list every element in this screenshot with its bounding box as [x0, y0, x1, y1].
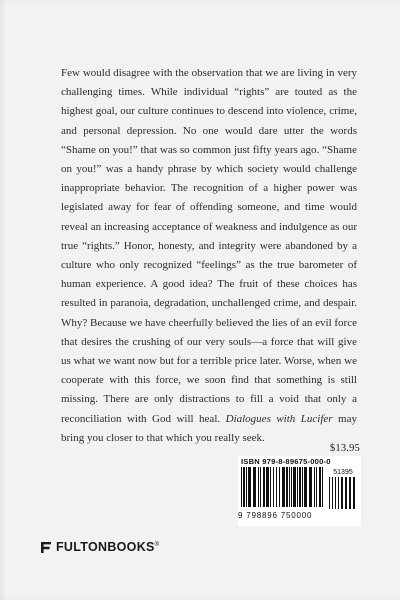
barcode-bar	[297, 467, 298, 507]
addon-bar	[341, 477, 343, 509]
barcode-bar	[260, 467, 261, 507]
barcode-bar	[253, 467, 256, 507]
barcode-bar	[302, 467, 303, 507]
barcode-bar	[316, 467, 317, 507]
back-cover-blurb	[61, 64, 357, 448]
barcode-bar	[241, 467, 242, 507]
isbn-label: ISBN 979-8-89675-000-0	[241, 457, 331, 466]
barcode-bar	[279, 467, 280, 507]
blurb-text: Few would disagree with the observation that we are living in very challenging times. While individual “rights” are touted as the highest goal, our culture continues to descend into violence, crime, and personal depression. No one would dare utter the words “Shame on you!” that was so common just fifty years ago. “Shame on you!” was a handy phrase by which society would challenge inappropriate behavior. The recognition of a higher power was legislated away for fear of offending someone, and time would reveal an increasing acceptance of weakness and indulgence as our true “rights.” Honor, honesty, and integrity were abandoned by a culture who only recognized “feelings” as the true barometer of human experience. A good idea? The fruit of these choices has resulted in paranoia, degradation, unchallenged crime, and despair. Why? Because we have cheerfully believed the lies of an evil force that desires the crushing of our very souls—a force that will give us what we want now but for a terrible price later. Worse, when we cooperate with this force, we soon find that something is still missing. There are only distractions to fill a void that only a reconciliation with God will heal.	[61, 67, 357, 425]
barcode-bar	[286, 467, 288, 507]
price-label: $13.95	[329, 443, 360, 454]
barcode-digits: 9 798896 750000	[238, 511, 313, 520]
barcode-bar	[289, 467, 290, 507]
book-title: Dialogues with Lucifer	[225, 412, 333, 425]
blurb-text-end: may bring you closer to that which you really seek.	[61, 412, 357, 444]
barcode-bar	[248, 467, 251, 507]
barcode-bar	[309, 467, 312, 507]
barcode-bar	[263, 467, 265, 507]
addon-bar	[329, 477, 330, 509]
addon-bar	[345, 477, 347, 509]
barcode-bar	[258, 467, 259, 507]
barcode-bar	[299, 467, 301, 507]
barcode-bar	[246, 467, 247, 507]
barcode-bar	[304, 467, 307, 507]
barcode-bar	[293, 467, 296, 507]
barcode-bar	[276, 467, 277, 507]
addon-code: 51395	[333, 469, 353, 476]
publisher-logo	[40, 540, 159, 554]
addon-bar	[353, 477, 355, 509]
barcode-bar	[266, 467, 269, 507]
barcode-bar	[322, 467, 323, 507]
publisher-mark-icon	[40, 541, 52, 554]
barcode-bar	[273, 467, 274, 507]
publisher-name: FULTONBOOKS®	[56, 540, 160, 554]
barcode-bar	[243, 467, 245, 507]
addon-bar	[335, 477, 336, 509]
barcode-bar	[291, 467, 292, 507]
barcode-bar	[270, 467, 271, 507]
addon-bar	[349, 477, 351, 509]
addon-bar	[338, 477, 339, 509]
addon-bar	[332, 477, 333, 509]
isbn-barcode	[238, 456, 361, 526]
barcode-bar	[314, 467, 315, 507]
barcode-bar	[282, 467, 285, 507]
barcode-bars	[241, 467, 359, 511]
barcode-bar	[319, 467, 321, 507]
